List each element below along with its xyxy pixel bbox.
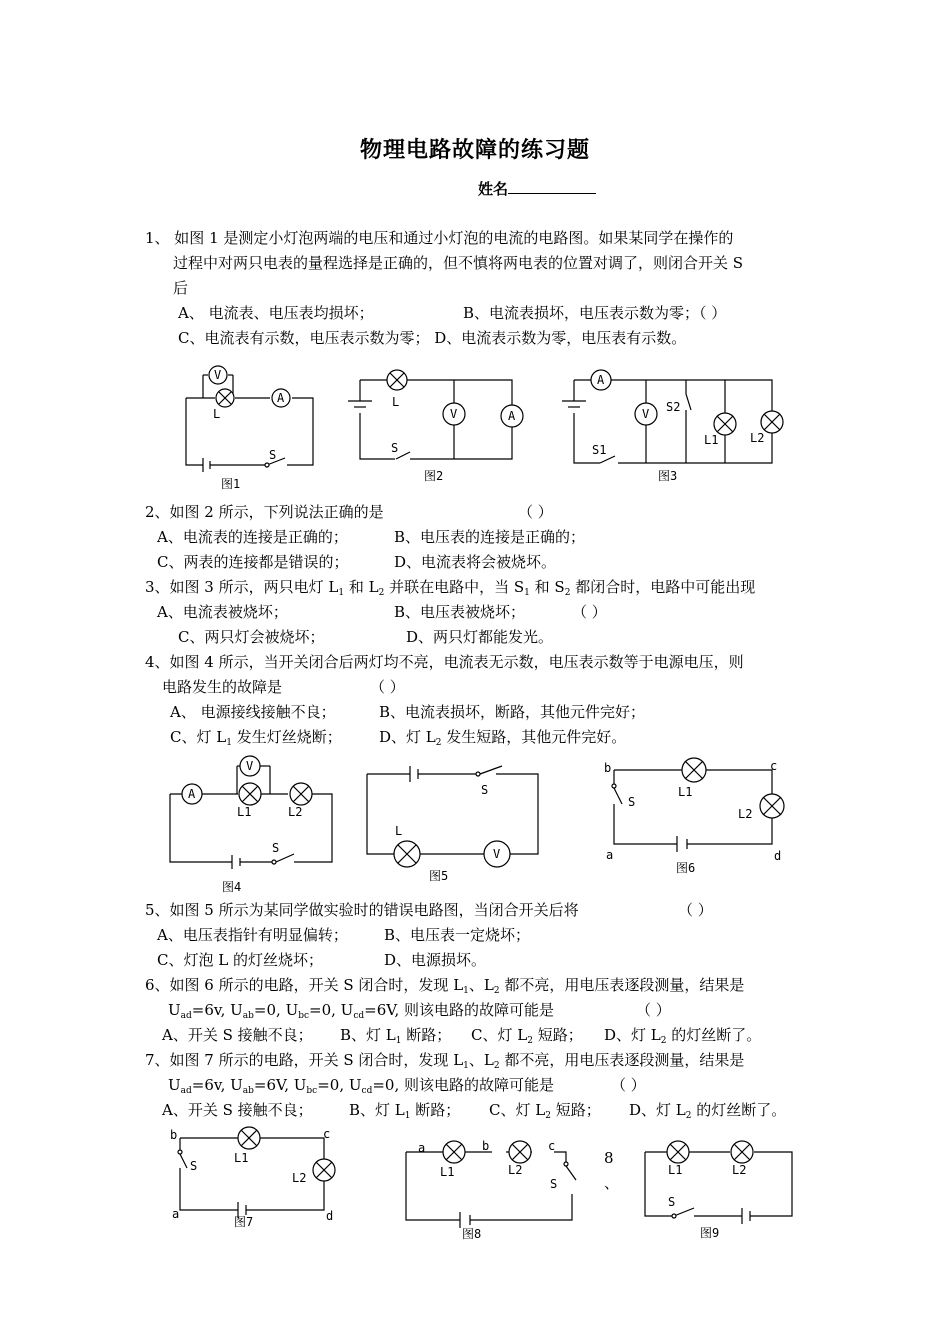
q2-paren: （ ）	[518, 503, 553, 521]
fig6-point-c: c	[770, 759, 778, 773]
fig1-ammeter-label: A	[277, 391, 285, 405]
fig3-ammeter-label: A	[597, 373, 605, 387]
fig8-point-b: b	[482, 1139, 490, 1153]
q6-paren: （ ）	[636, 1001, 671, 1019]
fig7-point-c: c	[323, 1127, 331, 1141]
q7-option-d: D、灯 $L_2$ 的灯丝断了。	[629, 1101, 787, 1121]
q1-line3: 后	[173, 279, 189, 297]
q7-line1: 7、如图 7 所示的电路，开关 S 闭合时，发现 $L_1$、$L_2$ 都不亮，用电压表逐段测量，结果是	[145, 1051, 745, 1071]
q7-option-b: B、灯 $L_1$ 断路；	[349, 1101, 461, 1121]
fig4-lamp1-label: L1	[237, 805, 252, 819]
fig9-lamp1-label: L1	[668, 1163, 683, 1177]
fig3-lamp2-label: L2	[750, 431, 765, 445]
q4-paren: （ ）	[370, 678, 405, 696]
fig6-caption: 图6	[676, 861, 696, 875]
fig2-voltmeter-label: V	[450, 407, 458, 421]
q1-option-a: A、 电流表、电压表均损坏；	[178, 304, 374, 322]
q3-line1: 3、如图 3 所示，两只电灯 $L_1$ 和 $L_2$ 并联在电路中，当 $S_1$ 和 $S_2$ 都闭合时，电路中可能出现	[145, 578, 756, 598]
fig7-lamp2-label: L2	[292, 1171, 307, 1185]
q4-line1: 4、如图 4 所示，当开关闭合后两灯均不亮，电流表无示数，电压表示数等于电源电压，则	[145, 653, 744, 671]
fig2-lamp-label: L	[392, 395, 400, 409]
page-title: 物理电路故障的练习题	[359, 137, 590, 163]
figure-8-circuit	[396, 1140, 596, 1244]
q7-paren: （ ）	[611, 1076, 646, 1094]
q4-line2: 电路发生的故障是	[162, 678, 283, 696]
q1-option-cd: C、电流表有示数，电压表示数为零； D、电流表示数为零，电压表有示数。	[178, 329, 687, 347]
name-label: 姓名	[478, 180, 509, 198]
q1-line1: 1、 如图 1 是测定小灯泡两端的电压和通过小灯泡的电流的电路图。如果某同学在操作的	[145, 229, 734, 247]
q4-option-d: D、灯 $L_2$ 发生短路，其他元件完好。	[379, 728, 627, 748]
fig2-ammeter-label: A	[508, 409, 516, 423]
q6-option-c: C、灯 $L_2$ 短路；	[471, 1026, 583, 1046]
fig4-switch-label: S	[272, 841, 280, 855]
fig1-caption: 图1	[221, 477, 241, 491]
q2-option-c: C、两表的连接都是错误的；	[157, 553, 349, 571]
fig6-point-d: d	[774, 849, 782, 863]
q7-option-c: C、灯 $L_2$ 短路；	[489, 1101, 601, 1121]
q5-option-d: D、电源损坏。	[384, 951, 487, 969]
q3-paren: （ ）	[572, 603, 607, 621]
figure-6-circuit	[598, 756, 798, 880]
fig8-point-c: c	[548, 1139, 556, 1153]
fig1-switch-label: S	[269, 448, 277, 462]
q5-option-c: C、灯泡 L 的灯丝烧坏；	[157, 951, 323, 969]
q4-option-c: C、灯 $L_1$ 发生灯丝烧断；	[170, 728, 342, 748]
q6-option-a: A、开关 S 接触不良；	[162, 1026, 313, 1044]
q4-option-a: A、 电源接线接触不良；	[170, 703, 336, 721]
q5-option-b: B、电压表一定烧坏；	[384, 926, 531, 944]
q6-line2: $U_{ad}=6v$, $U_{ab}=0$, $U_{bc}=0$, $U_{cd}=6V$, 则该电路的故障可能是	[168, 1001, 555, 1021]
q2-option-a: A、电流表的连接是正确的；	[157, 528, 348, 546]
fig9-lamp2-label: L2	[732, 1163, 747, 1177]
fig6-lamp1-label: L1	[678, 785, 693, 799]
q6-option-d: D、灯 $L_2$ 的灯丝断了。	[604, 1026, 762, 1046]
fig5-voltmeter-label: V	[493, 847, 501, 861]
q4-option-b: B、电流表损坏，断路，其他元件完好；	[379, 703, 646, 721]
q3-option-b: B、电压表被烧坏；	[394, 603, 526, 621]
fig7-point-b: b	[170, 1128, 178, 1142]
figure-1-circuit	[175, 362, 325, 492]
fig2-caption: 图2	[424, 469, 444, 483]
q2-line1: 2、如图 2 所示，下列说法正确的是	[145, 503, 384, 521]
fig1-voltmeter-label: V	[214, 368, 222, 382]
fig4-ammeter-label: A	[188, 787, 196, 801]
q1-option-b: B、电流表损坏，电压表示数为零；（ ）	[463, 304, 727, 322]
q3-option-a: A、电流表被烧坏；	[157, 603, 288, 621]
fig6-switch-label: S	[628, 795, 636, 809]
q8-mark: 、	[604, 1174, 620, 1192]
q1-line2: 过程中对两只电表的量程选择是正确的，但不慎将两电表的位置对调了，则闭合开关 S	[173, 254, 744, 272]
fig7-caption: 图7	[234, 1215, 254, 1229]
figure-3-circuit	[560, 366, 790, 486]
q7-line2: $U_{ad}=6v$, $U_{ab}=6V$, $U_{bc}=0$, $U_{cd}=0$, 则该电路的故障可能是	[168, 1076, 554, 1096]
fig3-switch1-label: S1	[592, 443, 607, 457]
fig5-caption: 图5	[429, 869, 449, 883]
fig9-caption: 图9	[700, 1226, 720, 1240]
q3-option-d: D、两只灯都能发光。	[406, 628, 554, 646]
fig8-point-a: a	[418, 1141, 426, 1155]
fig5-lamp-label: L	[395, 824, 403, 838]
fig3-switch2-label: S2	[666, 400, 681, 414]
fig4-lamp2-label: L2	[288, 805, 303, 819]
figure-9-circuit	[638, 1138, 808, 1242]
q8-number: 8	[604, 1149, 614, 1167]
fig7-point-a: a	[172, 1207, 180, 1221]
fig3-voltmeter-label: V	[642, 407, 650, 421]
fig1-lamp-label: L	[213, 407, 221, 421]
q3-option-c: C、两只灯会被烧坏；	[178, 628, 325, 646]
fig5-switch-label: S	[481, 783, 489, 797]
fig7-point-d: d	[326, 1209, 334, 1223]
figure-2-circuit	[340, 366, 530, 486]
fig9-switch-label: S	[668, 1195, 676, 1209]
name-blank[interactable]	[508, 179, 596, 194]
fig7-switch-label: S	[190, 1159, 198, 1173]
figure-4-circuit	[160, 752, 340, 898]
fig8-lamp2-label: L2	[508, 1163, 523, 1177]
q6-line1: 6、如图 6 所示的电路，开关 S 闭合时，发现 $L_1$、$L_2$ 都不亮，用电压表逐段测量，结果是	[145, 976, 745, 996]
fig6-point-b: b	[604, 761, 612, 775]
fig4-voltmeter-label: V	[246, 759, 254, 773]
figure-5-circuit	[360, 760, 550, 888]
fig3-lamp1-label: L1	[704, 433, 719, 447]
q5-line1: 5、如图 5 所示为某同学做实验时的错误电路图，当闭合开关后将	[145, 901, 579, 919]
q7-option-a: A、开关 S 接触不良；	[162, 1101, 313, 1119]
fig3-caption: 图3	[658, 469, 678, 483]
name-field[interactable]	[478, 178, 596, 199]
fig6-lamp2-label: L2	[738, 807, 753, 821]
fig8-lamp1-label: L1	[440, 1165, 455, 1179]
q5-option-a: A、电压表指针有明显偏转；	[157, 926, 348, 944]
q2-option-b: B、电压表的连接是正确的；	[394, 528, 586, 546]
fig8-caption: 图8	[462, 1227, 482, 1241]
fig6-point-a: a	[606, 848, 614, 862]
fig7-lamp1-label: L1	[234, 1151, 249, 1165]
fig2-switch-label: S	[391, 441, 399, 455]
q6-option-b: B、灯 $L_1$ 断路；	[340, 1026, 452, 1046]
fig4-caption: 图4	[222, 880, 242, 894]
figure-7-circuit	[164, 1128, 354, 1232]
q5-paren: （ ）	[678, 901, 713, 919]
fig8-switch-label: S	[550, 1177, 558, 1191]
q2-option-d: D、电流表将会被烧坏。	[394, 553, 557, 571]
